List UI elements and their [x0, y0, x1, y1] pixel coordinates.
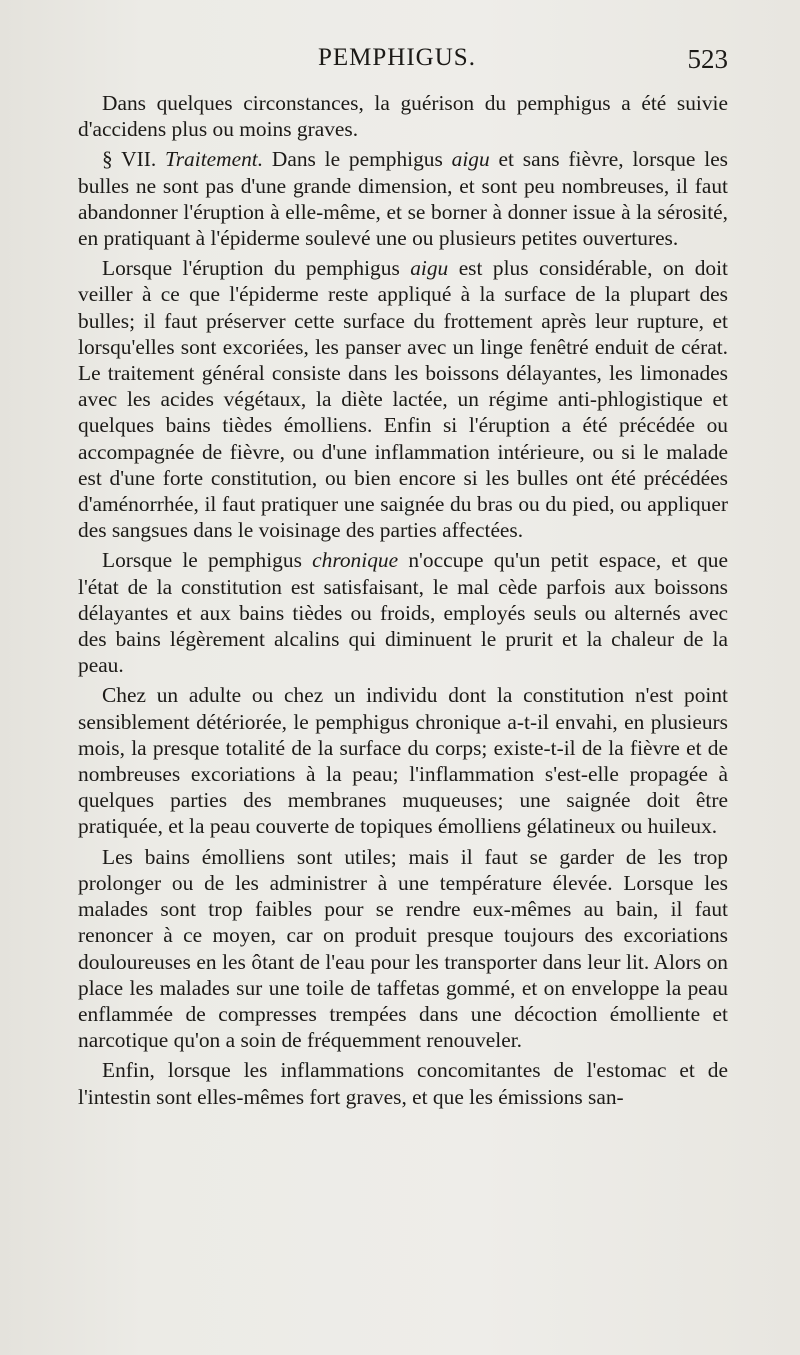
- body-text: [78, 90, 728, 1114]
- term-aigu: aigu: [410, 256, 449, 281]
- page-number: 523: [687, 44, 728, 74]
- paragraph-7: Enfin, lorsque les inflammations concomitantes de l'estomac et de l'intestin sont elles-mêmes fort graves, et que les émissions san-: [78, 1058, 728, 1109]
- paragraph-3-text-b: est plus considérable, on doit veiller à ce que l'épiderme reste appliqué à la surface de la plupart des bulles; il faut préserver cette surface du frottement après leur rupture, et lorsqu'elles sont excoriées, les panser avec un linge fenêtré enduit de cérat. Le traitement général consiste dans les boissons délayantes, les limonades avec les acides végétaux, la diète lactée, un régime anti-phlogistique et quelques bains tièdes émolliens. Enfin si l'éruption a été précédée ou accompagnée de fièvre, ou d'une inflammation intérieure, ou si le malade est d'une forte constitution, ou bien encore si les bulles ont été précédées d'aménorrhée, il faut pratiquer une saignée du bras ou du pied, ou appliquer des sangsues dans le voisinage des parties affectées.: [78, 256, 728, 543]
- section-heading: Traitement.: [165, 147, 264, 172]
- paragraph-4-text-b: n'occupe qu'un petit espace, et que l'état de la constitution est satisfaisant, le mal cède parfois aux boissons délayantes et aux bains tièdes ou froids, employés seuls ou alternés avec des bains légèrement alcalins qui diminuent le prurit et la chaleur de la peau.: [78, 548, 728, 678]
- running-title: PEMPHIGUS.: [318, 44, 476, 71]
- paragraph-2-text-a: Dans le pemphigus: [263, 147, 452, 172]
- page-header: [78, 44, 728, 80]
- paragraph-6: Les bains émolliens sont utiles; mais il faut se garder de les trop prolonger ou de les administrer à une température élevée. Lorsque les malades sont trop faibles pour se rendre eux-mêmes au bain, il faut renoncer à ce moyen, car on produit presque toujours des excoriations douloureuses en les ôtant de l'eau pour les transporter dans leur lit. Alors on place les malades sur une toile de taffetas gommé, et on enveloppe la peau enflammée de compresses trempées dans une décoction émolliente et narcotique qu'on a soin de fréquemment renouveler.: [78, 844, 728, 1053]
- section-number: § VII.: [102, 147, 157, 172]
- paragraph-3: [78, 255, 728, 543]
- term-aigu: aigu: [451, 147, 490, 172]
- paragraph-4-text-a: Lorsque le pemphigus: [102, 548, 313, 573]
- paragraph-4: [78, 547, 728, 678]
- paragraph-2: [78, 146, 728, 251]
- term-chronique: chronique: [312, 548, 399, 573]
- paragraph-5: Chez un adulte ou chez un individu dont la constitution n'est point sensiblement détériorée, le pemphigus chronique a-t-il envahi, en plusieurs mois, la presque totalité de la surface du corps; existe-t-il de la fièvre et de nombreuses excoriations à la peau; l'inflammation s'est-elle propagée à quelques parties des membranes muqueuses; une saignée doit être pratiquée, et la peau couverte de topiques émolliens gélatineux ou huileux.: [78, 683, 728, 839]
- paragraph-3-text-a: Lorsque l'éruption du pemphigus: [102, 256, 411, 281]
- paragraph-1: Dans quelques circonstances, la guérison du pemphigus a été suivie d'accidens plus ou moins graves.: [78, 91, 728, 142]
- paragraph-2-text-b: et sans fièvre, lorsque les bulles ne sont pas d'une grande dimension, et sont peu nombreuses, il faut abandonner l'éruption à elle-même, et se borner à donner issue à la sérosité, en pratiquant à l'épiderme soulevé une ou plusieurs petites ouvertures.: [78, 147, 729, 251]
